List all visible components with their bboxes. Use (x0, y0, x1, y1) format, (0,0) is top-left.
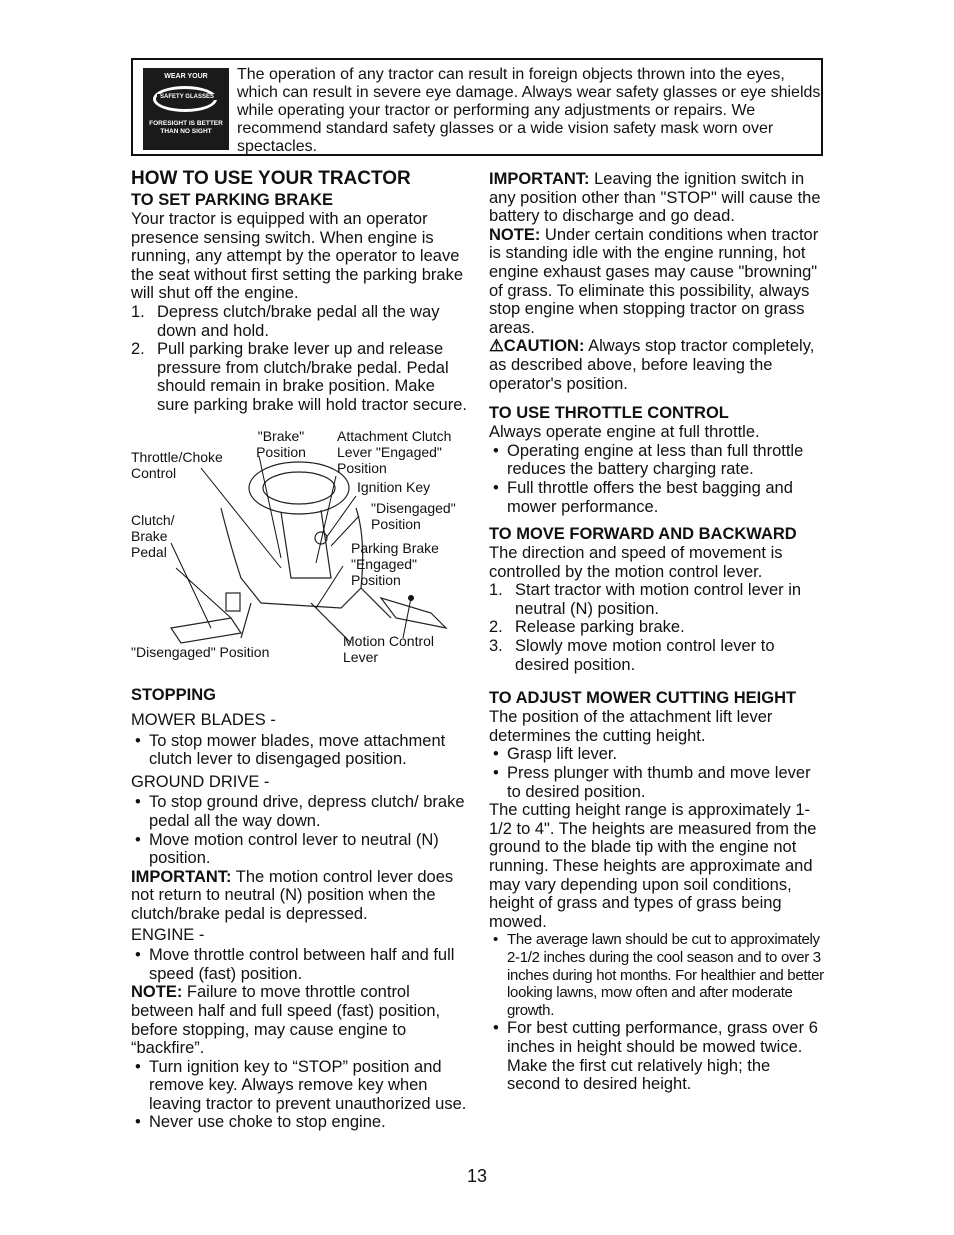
motion-step: 2. Release parking brake. (489, 618, 685, 637)
label-attachment-clutch: Attachment Clutch Lever "Engaged" Position (337, 428, 452, 476)
motion-heading: TO MOVE FORWARD AND BACKWARD (489, 525, 797, 544)
icon-line-2: SAFETY GLASSES (157, 94, 217, 100)
label-clutch-brake-pedal: Clutch/ Brake Pedal (131, 512, 175, 560)
stopping-heading: STOPPING (131, 686, 216, 704)
ignition-important: IMPORTANT: Leaving the ignition switch in any position other than "STOP" will cause the battery to discharge and go dead. (489, 170, 821, 226)
label-brake-position: "Brake" Position (256, 428, 306, 460)
caution-icon: ⚠ (489, 337, 504, 356)
throttle-intro: Always operate engine at full throttle. (489, 423, 760, 442)
caution-note: ⚠CAUTION: Always stop tractor completely, as described above, before leaving the operator's position. (489, 337, 815, 393)
icon-line-1: WEAR YOUR (164, 73, 208, 80)
mower-blades-label: MOWER BLADES - (131, 711, 276, 729)
engine-label: ENGINE - (131, 925, 205, 944)
section-title: HOW TO USE YOUR TRACTOR (131, 168, 411, 189)
list-item: • Never use choke to stop engine. (135, 1113, 386, 1132)
height-intro: The position of the attachment lift lever determines the cutting height. (489, 708, 773, 745)
list-item: • Move throttle control between half and full speed (fast) position. (135, 946, 455, 983)
list-item: • To stop ground drive, depress clutch/ brake pedal all the way down. (135, 793, 465, 830)
list-item: • Move motion control lever to neutral (N) position. (135, 830, 439, 868)
throttle-heading: TO USE THROTTLE CONTROL (489, 404, 729, 423)
label-disengaged-clutch: "Disengaged" Position (371, 500, 456, 532)
motion-intro: The direction and speed of movement is controlled by the motion control lever. (489, 544, 783, 581)
right-column (489, 170, 827, 1094)
left-column (131, 168, 471, 415)
list-item: • Grasp lift lever. (493, 745, 618, 764)
browning-note: NOTE: Under certain conditions when tractor is standing idle with the engine running, hot engine exhaust gases may cause "browning" of grass. To eliminate this possibility, always stop engine when stopping tractor on grass areas. (489, 225, 819, 337)
important-note: IMPORTANT: The motion control lever does not return to neutral (N) position when the clutch/brake pedal is depressed. (131, 867, 454, 923)
label-parking-brake: Parking Brake "Engaged" Position (351, 540, 439, 588)
safety-glasses-icon (143, 68, 229, 150)
parking-step: 1. Depress clutch/brake pedal all the way down and hold. (131, 302, 440, 340)
parking-intro: Your tractor is equipped with an operator presence sensing switch. When engine is running, any attempt by the operator to leave the seat without first setting the parking brake will shut off the engine. (131, 210, 464, 303)
list-item: • Press plunger with thumb and move lever to desired position. (493, 764, 811, 801)
height-heading: TO ADJUST MOWER CUTTING HEIGHT (489, 689, 797, 708)
motion-step: 3. Slowly move motion control lever to desired position. (489, 637, 775, 674)
motion-step: 1. Start tractor with motion control lever in neutral (N) position. (489, 581, 802, 618)
safety-warning-box (131, 58, 823, 156)
height-range: The cutting height range is approximately 1-1/2 to 4". The heights are measured from the ground to the blade tip with the engine not running. These heights are approximate and may vary depending upon soil conditions, height of grass and types of grass being mowed. (489, 801, 817, 931)
parking-heading: TO SET PARKING BRAKE (131, 191, 333, 209)
list-item: • Turn ignition key to “STOP” position and remove key. Always remove key when leaving tractor to prevent unauthorized use. (135, 1057, 467, 1113)
parking-step: 2. Pull parking brake lever up and release pressure from clutch/brake pedal. Pedal should remain in brake position. Make sure parking brake will hold tractor secure. (131, 340, 467, 414)
ground-drive-label: GROUND DRIVE - (131, 772, 270, 791)
list-item: • The average lawn should be cut to approximately 2-1/2 inches during the cool season and to over 3 inches during hot months. For healthier and better looking lawns, mow often and after moderate growth. (493, 931, 824, 1019)
list-item: • To stop mower blades, move attachment clutch lever to disengaged position. (135, 731, 446, 769)
label-throttle-choke: Throttle/Choke Control (131, 449, 223, 481)
label-ignition-key: Ignition Key (357, 479, 431, 495)
page-number: 13 (467, 1166, 488, 1186)
stopping-section (131, 685, 471, 1132)
label-disengaged-pedal: "Disengaged" Position (131, 644, 270, 660)
label-motion-control-lever: Motion Control Lever (343, 633, 435, 665)
icon-line-3: FORESIGHT IS BETTER THAN NO SIGHT (149, 120, 223, 135)
warning-text: The operation of any tractor can result in foreign objects thrown into the eyes, which can result in severe eye damage. Always wear safety glasses or eye shields while operating your tractor or performing any adjustments or repairs. We recommend standard safety glasses or a wide vision safety mask worn over spectacles. (237, 66, 821, 155)
tractor-controls-diagram (131, 428, 471, 668)
list-item: • Full throttle offers the best bagging and mower performance. (493, 478, 793, 516)
list-item: • For best cutting performance, grass over 6 inches in height should be mowed twice. Make the first cut relatively high; the second to desired height. (493, 1019, 818, 1094)
backfire-note: NOTE: Failure to move throttle control between half and full speed (fast) position, before stopping, may cause engine to “backfire”. (131, 983, 441, 1058)
list-item: • Operating engine at less than full throttle reduces the battery charging rate. (493, 441, 804, 479)
